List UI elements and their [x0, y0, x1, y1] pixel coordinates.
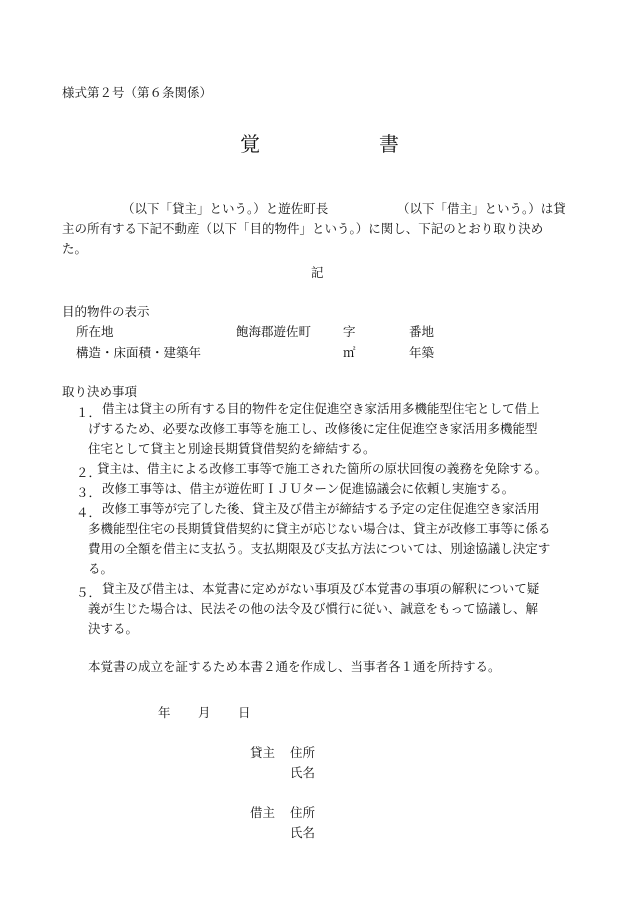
term-number: １．: [76, 405, 102, 420]
ki-label: 記: [311, 265, 324, 280]
term-line: 決する。: [88, 621, 139, 636]
term-line: る。: [88, 561, 114, 576]
term-line: 多機能型住宅の長期賃貸借契約に貸主が応じない場合は、貸主が改修工事等に係る: [88, 521, 551, 536]
borrower-address-label: 住所: [290, 805, 316, 820]
document-title-part1: 覚: [240, 132, 260, 156]
structure-label: 構造・床面積・建築年: [76, 345, 202, 360]
term-number: ４．: [76, 505, 102, 520]
lender-address-label: 住所: [290, 745, 316, 760]
term-line: 貸主は、借主による改修工事等で施工された箇所の原状回復の義務を免除する。: [97, 461, 548, 476]
date-day: 日: [238, 705, 251, 720]
area-unit: ㎡: [343, 345, 356, 360]
term-line: 費用の全額を借主に支払う。支払期限及び支払方法については、別途協議し決定す: [88, 541, 551, 556]
term-line: 義が生じた場合は、民法その他の法令及び慣行に従い、誠意をもって協議し、解: [88, 601, 539, 616]
date-year: 年: [158, 705, 171, 720]
form-header: 様式第２号（第６条関係）: [62, 85, 213, 100]
term-line: 改修工事等は、借主が遊佐町ＩＪＵターン促進協議会に依頼し実施する。: [102, 481, 515, 496]
term-line: げするため、必要な改修工事等を施工し、改修後に定住促進空き家活用多機能型: [88, 421, 538, 436]
terms-heading: 取り決め事項: [62, 384, 138, 399]
intro-line-3: た。: [62, 241, 88, 256]
term-line: 改修工事等が完了した後、貸主及び借主が締結する予定の定住促進空き家活用: [102, 501, 540, 516]
term-number: ５．: [76, 585, 102, 600]
built-year-unit: 年築: [409, 345, 435, 360]
term-line: 借主は貸主の所有する目的物件を定住促進空き家活用多機能型住宅として借上: [102, 401, 540, 416]
property-heading: 目的物件の表示: [62, 304, 150, 319]
lender-name-label: 氏名: [290, 765, 316, 780]
lender-role: 貸主: [250, 745, 276, 760]
borrower-role: 借主: [250, 805, 276, 820]
location-value: 飽海郡遊佐町: [236, 324, 312, 339]
banchi-label: 番地: [409, 324, 435, 339]
term-line: 住宅として貸主と別途長期賃貸借契約を締結する。: [88, 441, 376, 456]
term-number: ３．: [76, 485, 102, 500]
intro-line-2: 主の所有する下記不動産（以下「目的物件」という。）に関し、下記のとおり取り決め: [62, 221, 544, 236]
term-number: ２．: [76, 465, 102, 480]
term-line: 貸主及び借主は、本覚書に定めがない事項及び本覚書の事項の解釈について疑: [102, 581, 540, 596]
aza-label: 字: [343, 324, 356, 339]
borrower-name-label: 氏名: [290, 825, 316, 840]
intro-line-1a: （以下「貸主」という。）と遊佐町長: [122, 201, 329, 216]
intro-line-1b: （以下「借主」という。）は貸: [397, 201, 566, 216]
date-month: 月: [198, 705, 211, 720]
closing-statement: 本覚書の成立を証するため本書２通を作成し、当事者各１通を所持する。: [88, 659, 501, 674]
document-title-part2: 書: [379, 132, 399, 156]
location-label: 所在地: [76, 324, 114, 339]
